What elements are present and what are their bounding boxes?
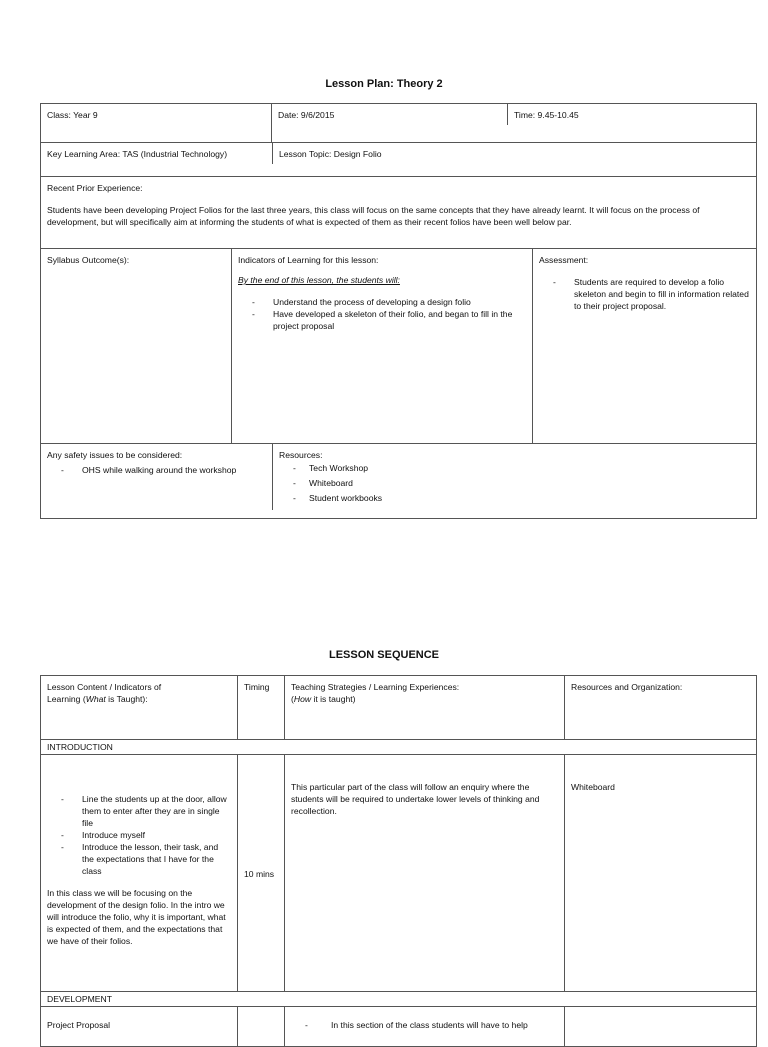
- resource-item: - Whiteboard: [279, 476, 750, 491]
- lesson-plan-table: [40, 103, 757, 519]
- development-resources-cell: [565, 1007, 757, 1047]
- indicator-item: - Have developed a skeleton of their folio, and began to fill in the project proposal: [238, 308, 526, 332]
- syllabus-outcomes-cell: [41, 249, 232, 444]
- assessment-list: [539, 276, 750, 312]
- intro-item: - Introduce myself: [47, 829, 231, 841]
- header-content-line2: Learning (What is Taught):: [47, 694, 148, 704]
- header-content-line1: Lesson Content / Indicators of: [47, 682, 162, 692]
- development-strategy-item: - In this section of the class students will have to help: [291, 1019, 558, 1031]
- intro-item: - Introduce the lesson, their task, and the expectations that I have for the class: [47, 841, 231, 877]
- development-content-cell: Project Proposal: [41, 1007, 238, 1047]
- intro-list: [47, 793, 231, 877]
- indicator-item: - Understand the process of developing a design folio: [238, 296, 526, 308]
- safety-list: [47, 464, 266, 476]
- intro-content-cell: [41, 755, 238, 992]
- topic-cell: Lesson Topic: Design Folio: [279, 149, 382, 159]
- indicators-intro: By the end of this lesson, the students will:: [238, 275, 400, 285]
- indicators-heading: Indicators of Learning for this lesson:: [238, 255, 379, 265]
- safety-cell: [41, 444, 273, 510]
- development-strategy-list: [291, 1019, 558, 1031]
- assessment-cell: [533, 249, 757, 444]
- intro-paragraph: In this class we will be focusing on the development of the design folio. In the intro we will introduce the folio, why it is important, what is expected of them, and the expectations that we have of their folios.: [47, 888, 226, 946]
- header-timing: Timing: [238, 676, 285, 740]
- indicators-cell: [232, 249, 533, 444]
- safety-item: - OHS while walking around the workshop: [47, 464, 266, 476]
- header-strategies-line2: (How it is taught): [291, 694, 356, 704]
- development-strategy-cell: [285, 1007, 565, 1047]
- date-cell: Date: 9/6/2015: [272, 104, 508, 125]
- resources-cell: [273, 444, 757, 510]
- class-cell: Class: Year 9: [41, 104, 272, 125]
- intro-item: - Line the students up at the door, allow them to enter after they are in single file: [47, 793, 231, 829]
- lesson-plan-title: Lesson Plan: Theory 2: [325, 78, 443, 90]
- assessment-heading: Assessment:: [539, 255, 589, 265]
- resources-list: [279, 461, 750, 506]
- assessment-item: - Students are required to develop a folio skeleton and begin to fill in information related to their project proposal.: [539, 276, 750, 312]
- development-timing-cell: [238, 1007, 285, 1047]
- time-cell: Time: 9.45-10.45: [514, 110, 579, 120]
- indicators-list: [238, 296, 526, 332]
- lesson-sequence-title: LESSON SEQUENCE: [328, 649, 440, 661]
- section-development: DEVELOPMENT: [41, 992, 757, 1007]
- intro-strategy-cell: This particular part of the class will follow an enquiry where the students will be required to undertake lower levels of thinking and recollection.: [285, 755, 565, 992]
- header-resources-organization: Resources and Organization:: [565, 676, 757, 740]
- syllabus-outcomes-heading: Syllabus Outcome(s):: [47, 255, 130, 265]
- prior-experience-text: Students have been developing Project Folios for the last three years, this class will focus on the same concepts that they have already learnt. It will focus on the process of development, but will specifically aim at informing the students of what is expected of them as their recent folios have been well below par.: [47, 205, 700, 227]
- intro-resources-cell: Whiteboard: [565, 755, 757, 992]
- prior-experience-cell: [41, 177, 757, 249]
- safety-heading: Any safety issues to be considered:: [47, 450, 183, 460]
- header-teaching-strategies: [285, 676, 565, 740]
- header-lesson-content: [41, 676, 238, 740]
- intro-timing-cell: 10 mins: [238, 755, 285, 992]
- resource-item: - Student workbooks: [279, 491, 750, 506]
- resources-heading: Resources:: [279, 450, 323, 460]
- resource-item: - Tech Workshop: [279, 461, 750, 476]
- lesson-sequence-table: [40, 675, 757, 1047]
- header-strategies-line1: Teaching Strategies / Learning Experiences:: [291, 682, 460, 692]
- prior-experience-heading: Recent Prior Experience:: [47, 183, 143, 193]
- section-introduction: INTRODUCTION: [41, 740, 757, 755]
- kla-cell: Key Learning Area: TAS (Industrial Technology): [41, 143, 273, 164]
